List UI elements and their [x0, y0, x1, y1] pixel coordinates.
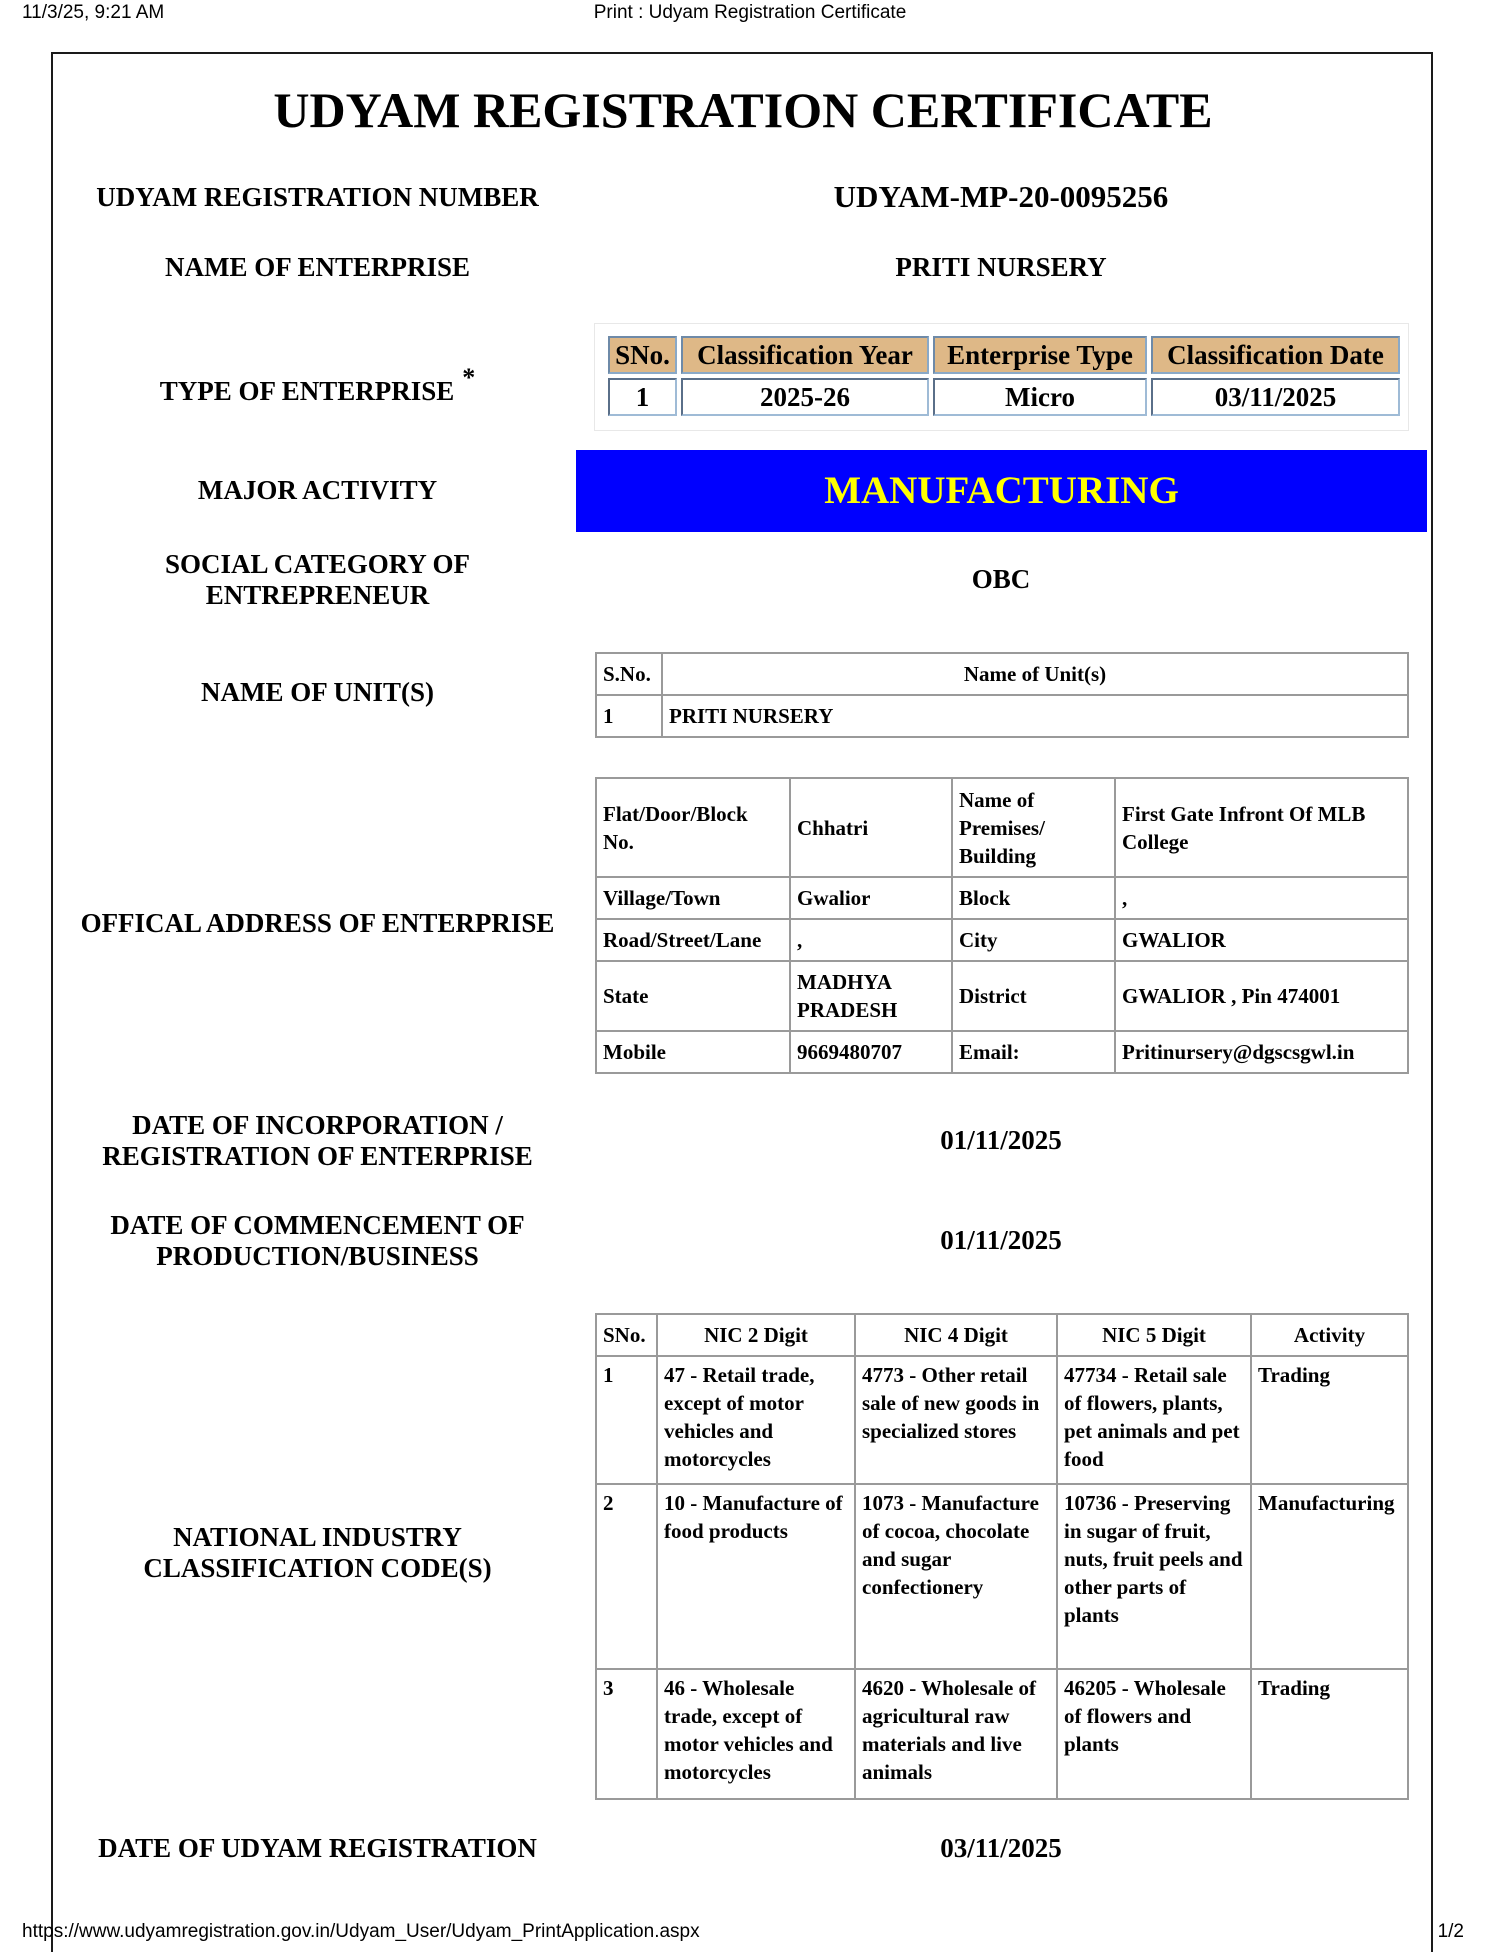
registration-number-label: UDYAM REGISTRATION NUMBER — [96, 182, 539, 212]
nic-label — [80, 1522, 555, 1584]
nic-label-line2: CLASSIFICATION CODE(S) — [143, 1553, 492, 1583]
cell-sno: 3 — [596, 1669, 657, 1799]
major-activity-label: MAJOR ACTIVITY — [197, 475, 438, 505]
social-category-label-line1: SOCIAL CATEGORY OF — [164, 549, 471, 579]
address-key: Flat/Door/Block No. — [596, 778, 790, 877]
table-row — [596, 1669, 1408, 1799]
header-nic-2-digit: NIC 2 Digit — [657, 1314, 855, 1356]
address-key: Village/Town — [596, 877, 790, 919]
units-label: NAME OF UNIT(S) — [201, 677, 434, 707]
units-header-row — [596, 653, 1408, 695]
commencement-date-label-line1: DATE OF COMMENCEMENT OF — [110, 1210, 525, 1240]
address-key: Name of Premises/ Building — [952, 778, 1115, 877]
cell-nic-4-digit: 1073 - Manufacture of cocoa, chocolate and sugar confectionery — [855, 1484, 1057, 1669]
nic-table — [595, 1313, 1409, 1800]
cell-nic-2-digit: 10 - Manufacture of food products — [657, 1484, 855, 1669]
udyam-registration-date-label: DATE OF UDYAM REGISTRATION — [98, 1833, 537, 1863]
cell-unit-name: PRITI NURSERY — [662, 695, 1408, 737]
address-key: Mobile — [596, 1031, 790, 1073]
cell-activity: Trading — [1251, 1356, 1408, 1484]
cell-nic-4-digit: 4620 - Wholesale of agricultural raw materials and live animals — [855, 1669, 1057, 1799]
cell-activity: Manufacturing — [1251, 1484, 1408, 1669]
units-table — [595, 652, 1409, 738]
cell-activity: Trading — [1251, 1669, 1408, 1799]
header-classification-year: Classification Year — [681, 336, 929, 374]
cell-nic-2-digit: 46 - Wholesale trade, except of motor vehicles and motorcycles — [657, 1669, 855, 1799]
address-value: Gwalior — [790, 877, 952, 919]
incorporation-date-label-line1: DATE OF INCORPORATION / — [132, 1110, 503, 1140]
table-row — [608, 378, 1400, 416]
incorporation-date-label-line2: REGISTRATION OF ENTERPRISE — [102, 1141, 533, 1171]
social-category-label-line2: ENTREPRENEUR — [205, 580, 430, 610]
commencement-date-label — [80, 1210, 555, 1272]
cell-enterprise-type: Micro — [933, 378, 1147, 416]
header-enterprise-type: Enterprise Type — [933, 336, 1147, 374]
address-key: Road/Street/Lane — [596, 919, 790, 961]
address-key: District — [952, 961, 1115, 1031]
cell-sno: 1 — [608, 378, 677, 416]
nic-header-row — [596, 1314, 1408, 1356]
address-value: Chhatri — [790, 778, 952, 877]
social-category-value: OBC — [971, 564, 1031, 594]
address-key: State — [596, 961, 790, 1031]
email-value: Pritinursery@dgscsgwl.in — [1115, 1031, 1408, 1073]
table-row — [596, 919, 1408, 961]
commencement-date-label-line2: PRODUCTION/BUSINESS — [156, 1241, 479, 1271]
udyam-registration-date-value: 03/11/2025 — [940, 1833, 1062, 1863]
classification-table-container — [594, 323, 1409, 431]
address-value: MADHYA PRADESH — [790, 961, 952, 1031]
cell-nic-5-digit: 47734 - Retail sale of flowers, plants, pet animals and pet food — [1057, 1356, 1251, 1484]
address-value: GWALIOR , Pin 474001 — [1115, 961, 1408, 1031]
header-nic-4-digit: NIC 4 Digit — [855, 1314, 1057, 1356]
cell-classification-year: 2025-26 — [681, 378, 929, 416]
header-unit-name: Name of Unit(s) — [662, 653, 1408, 695]
registration-number-value: UDYAM-MP-20-0095256 — [833, 179, 1169, 214]
print-footer-url: https://www.udyamregistration.gov.in/Udyam_User/Udyam_PrintApplication.aspx — [22, 1921, 700, 1942]
table-row — [596, 778, 1408, 877]
address-key: City — [952, 919, 1115, 961]
enterprise-type-label — [80, 363, 555, 407]
major-activity-banner: MANUFACTURING — [576, 450, 1427, 532]
address-key: Block — [952, 877, 1115, 919]
incorporation-date-value: 01/11/2025 — [940, 1125, 1062, 1155]
address-table — [595, 777, 1409, 1074]
address-value: , — [790, 919, 952, 961]
header-sno: SNo. — [608, 336, 677, 374]
cell-nic-2-digit: 47 - Retail trade, except of motor vehicles and motorcycles — [657, 1356, 855, 1484]
table-row — [596, 1031, 1408, 1073]
social-category-label — [80, 549, 555, 611]
certificate-title: UDYAM REGISTRATION CERTIFICATE — [273, 82, 1213, 138]
cell-sno: 1 — [596, 695, 662, 737]
table-row — [596, 1484, 1408, 1669]
print-datetime: 11/3/25, 9:21 AM — [22, 2, 165, 23]
table-row — [596, 961, 1408, 1031]
mobile-value: 9669480707 — [790, 1031, 952, 1073]
print-page-number: 1/2 — [1437, 1921, 1464, 1942]
nic-label-line1: NATIONAL INDUSTRY — [173, 1522, 462, 1552]
header-activity: Activity — [1251, 1314, 1408, 1356]
header-sno: SNo. — [596, 1314, 657, 1356]
cell-sno: 2 — [596, 1484, 657, 1669]
enterprise-type-label-text: TYPE OF ENTERPRISE — [159, 376, 455, 406]
address-value: , — [1115, 877, 1408, 919]
address-label: OFFICAL ADDRESS OF ENTERPRISE — [80, 908, 555, 938]
table-row — [596, 877, 1408, 919]
cell-classification-date: 03/11/2025 — [1151, 378, 1400, 416]
commencement-date-value: 01/11/2025 — [940, 1225, 1062, 1255]
header-nic-5-digit: NIC 5 Digit — [1057, 1314, 1251, 1356]
asterisk-icon: * — [462, 363, 476, 392]
cell-nic-4-digit: 4773 - Other retail sale of new goods in specialized stores — [855, 1356, 1057, 1484]
address-value: First Gate Infront Of MLB College — [1115, 778, 1408, 877]
classification-table — [604, 332, 1404, 420]
table-row — [596, 695, 1408, 737]
cell-nic-5-digit: 46205 - Wholesale of flowers and plants — [1057, 1669, 1251, 1799]
table-row — [596, 1356, 1408, 1484]
enterprise-name-label: NAME OF ENTERPRISE — [164, 252, 471, 282]
cell-nic-5-digit: 10736 - Preserving in sugar of fruit, nuts, fruit peels and other parts of plants — [1057, 1484, 1251, 1669]
address-value: GWALIOR — [1115, 919, 1408, 961]
print-page-title: Print : Udyam Registration Certificate — [593, 2, 907, 23]
header-classification-date: Classification Date — [1151, 336, 1400, 374]
address-key: Email: — [952, 1031, 1115, 1073]
classification-header-row — [608, 336, 1400, 374]
enterprise-name-value: PRITI NURSERY — [895, 252, 1107, 282]
header-sno: S.No. — [596, 653, 662, 695]
cell-sno: 1 — [596, 1356, 657, 1484]
incorporation-date-label — [80, 1110, 555, 1172]
